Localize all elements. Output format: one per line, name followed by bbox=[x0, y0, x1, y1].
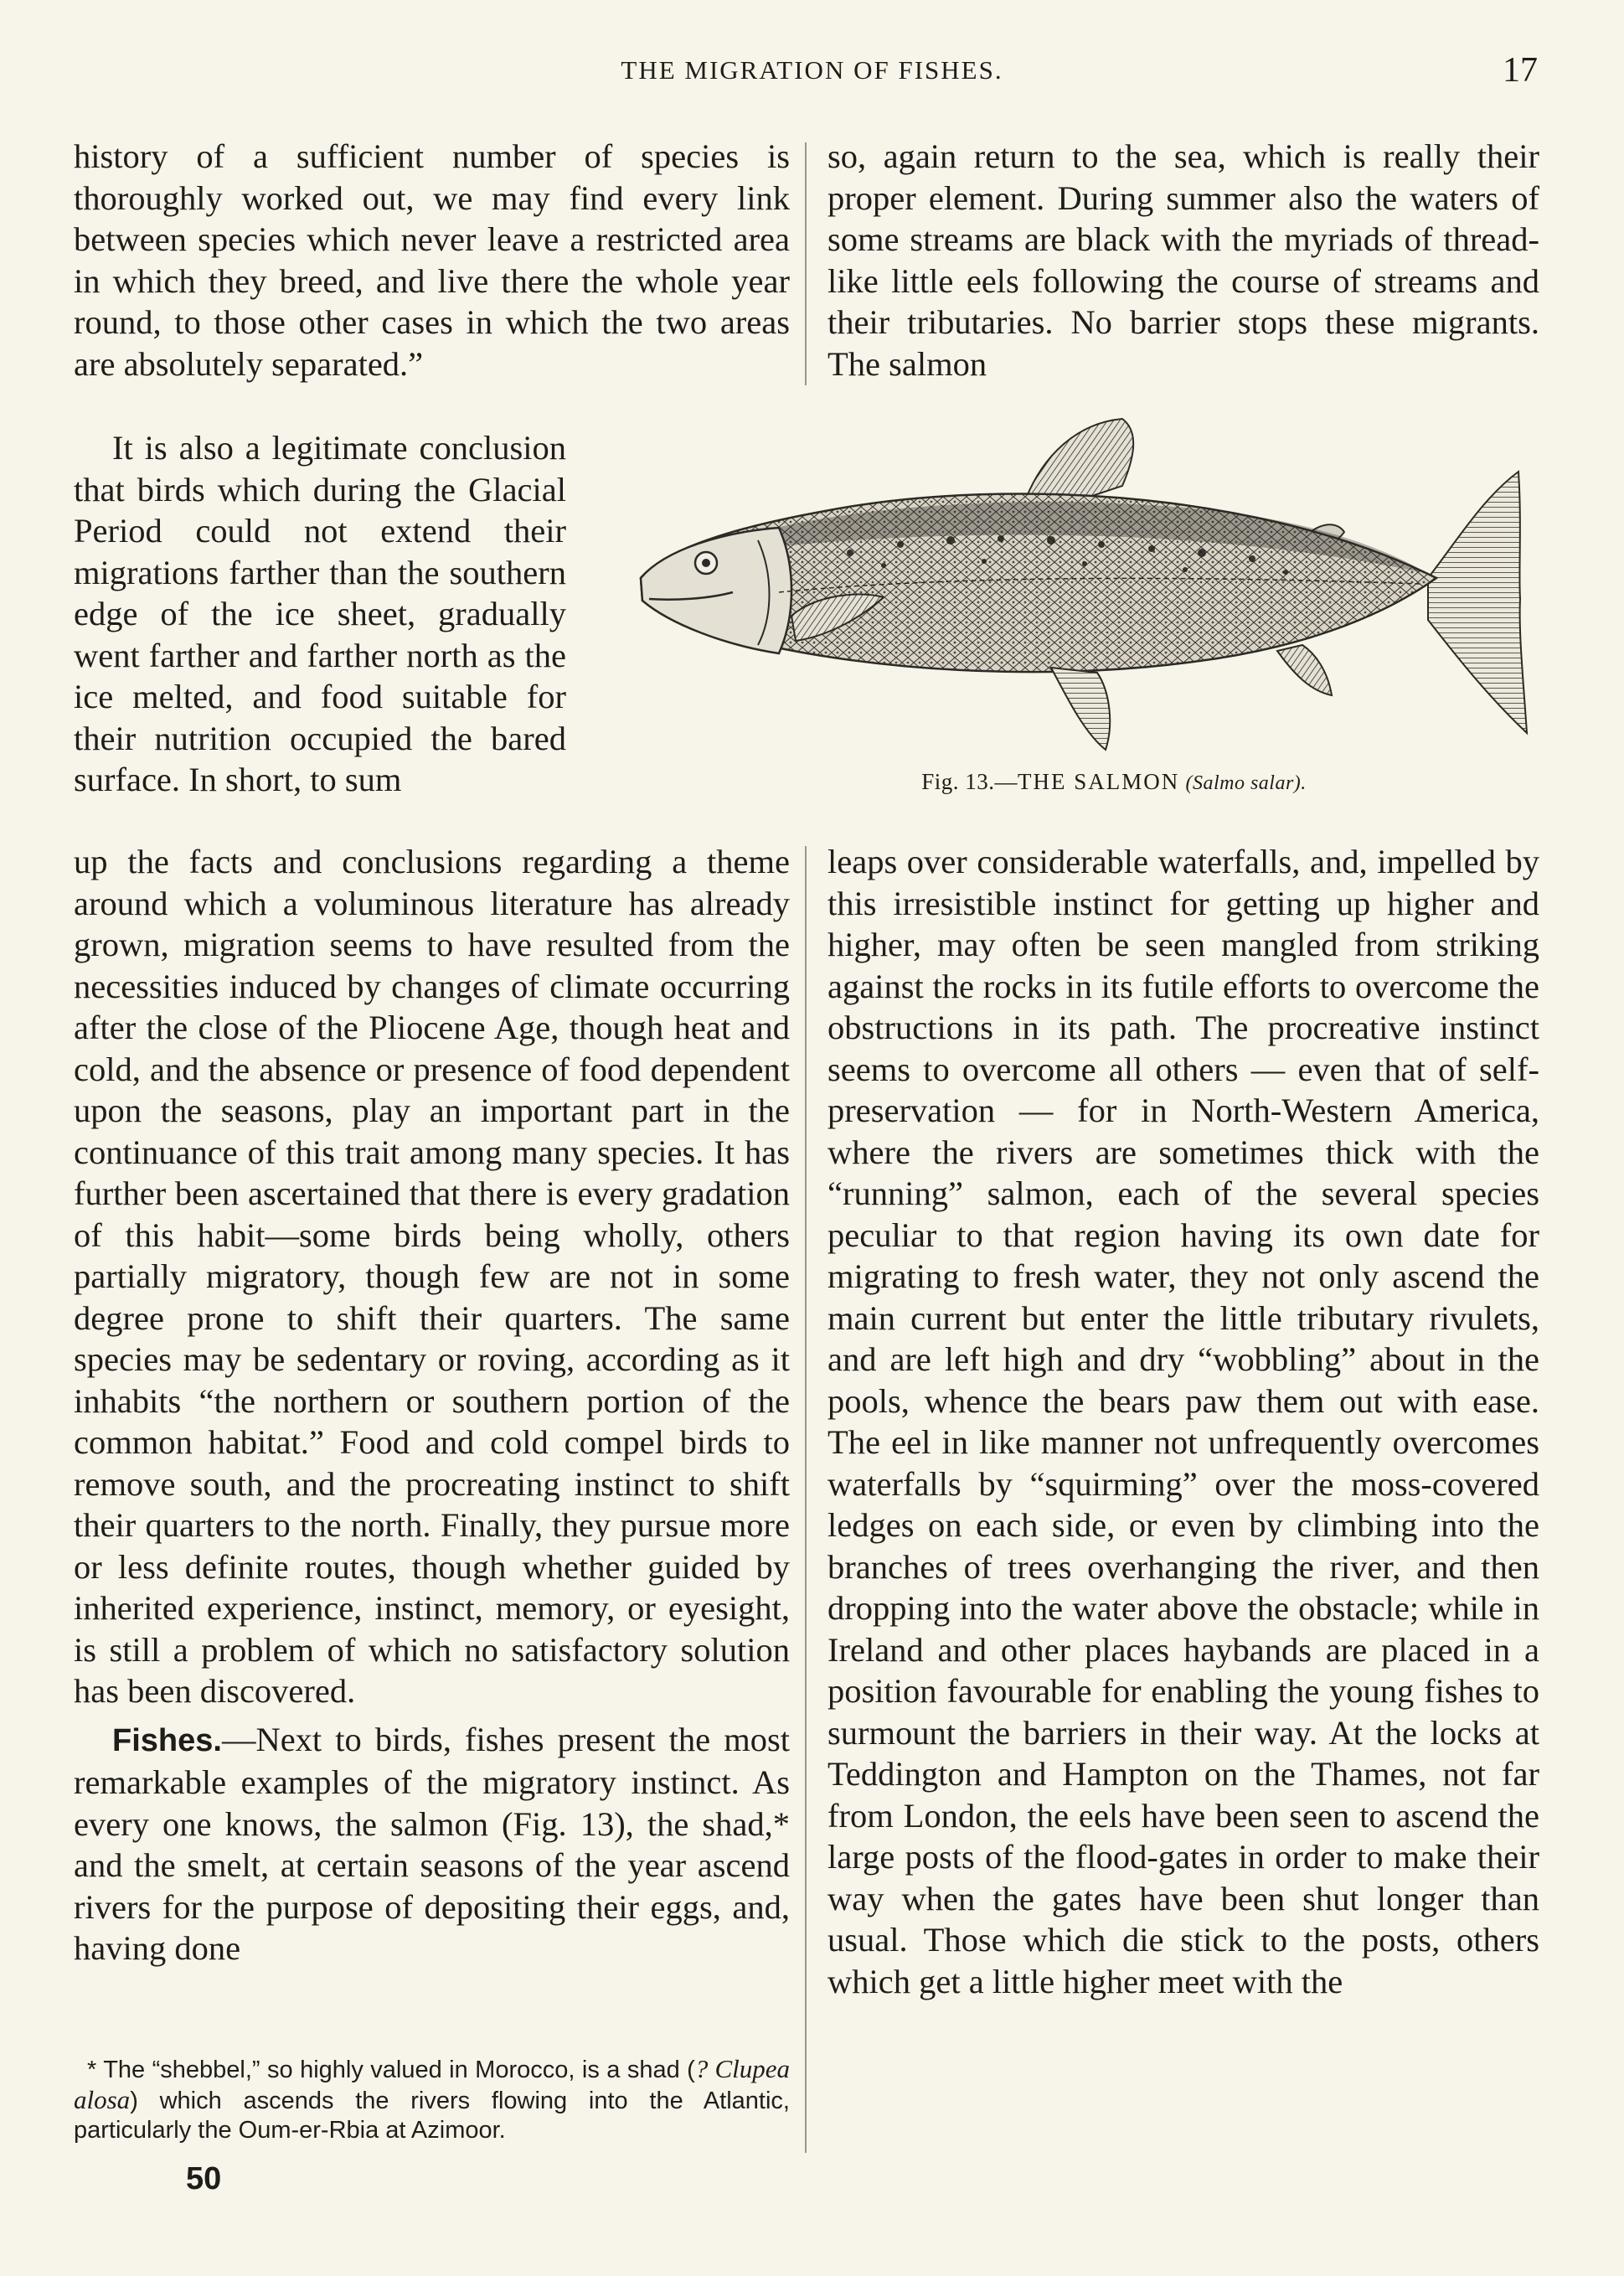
footnote-italic: ? Clupea alosa bbox=[74, 2054, 790, 2114]
signature-mark: 50 bbox=[186, 2161, 222, 2196]
salmon-illustration bbox=[632, 406, 1545, 758]
left-column-lower bbox=[74, 841, 790, 1969]
footnote bbox=[74, 2054, 790, 2145]
fishes-paragraph bbox=[74, 1719, 790, 1969]
column-rule-lower bbox=[805, 846, 807, 2153]
column-rule-top bbox=[805, 142, 807, 385]
page-header bbox=[0, 49, 1624, 99]
caption-latin-name: (Salmo salar). bbox=[1185, 772, 1307, 794]
anal-fin bbox=[1277, 645, 1332, 695]
caption-prefix: Fig. 13.— bbox=[921, 769, 1018, 794]
salmon-figure bbox=[632, 406, 1545, 758]
left-column-top bbox=[74, 136, 790, 384]
right-lower-paragraph: leaps over considerable waterfalls, and, impelled by this irresistible instinct for getting up higher and higher, may often be seen mangled from striking against the rocks in its futile efforts to overcome the obstructions in its path. The procreative instinct seems to overcome all others — even that of self-preservation — for in North-Western America, where the rivers are sometimes thick with the “running” salmon, each of the several species peculiar to that region having its own date for migrating to fresh water, they not only ascend the main current but enter the little tributary rivulets, and are left high and dry “wobbling” about in the pools, whence the bears paw them out with ease. The eel in like manner not unfrequently overcomes waterfalls by “squirming” over the moss-covered ledges on each side, or even by climbing into the branches of trees overhanging the river, and then dropping into the water above the obstacle; while in Ireland and other places haybands are placed in a position favourable for enabling the young fishes to surmount the barriers in their way. At the locks at Teddington and Hampton on the Thames, not far from London, the eels have been seen to ascend the large posts of the flood-gates in order to make their way when the gates have been shut longer than usual. Those which die stick to the posts, others which get a little higher meet with the bbox=[827, 843, 1539, 2000]
left-continuation-paragraph: up the facts and conclusions regarding a theme around which a voluminous literature has already grown, migration seems to have resulted from the necessities induced by changes of climate occurring after the close of the Pliocene Age, though heat and cold, and the absence or presence of food dependent upon the seasons, play an important part in the continuance of this trait among many species. It has further been ascertained that there is every gradation of this habit—some birds being wholly, others partially migratory, though few are not in some degree prone to shift their quarters. The same species may be sedentary or roving, according as it inhabits “the northern or southern portion of the common habitat.” Food and cold compel birds to remove south, and the procreating instinct to shift their quarters to the north. Finally, they pursue more or less definite routes, though whether guided by inherited experience, instinct, memory, or eyesight, is still a problem of which no satisfactory solution has been discovered. bbox=[74, 843, 790, 1710]
fishes-paragraph-text: —Next to birds, fishes present the most remarkable examples of the migratory instinct. As every one knows, the salmon (Fig. 13), the shad,* and the smelt, at certain seasons of the year ascend rivers for the purpose of depositing their eggs, and, having done bbox=[74, 1720, 790, 1967]
caption-title: THE SALMON bbox=[1017, 769, 1180, 794]
figure-caption bbox=[821, 769, 1407, 795]
footnote-text-end: ) which ascends the rivers flowing into the Atlantic, particularly the Oum-er-Rbia at Azimoor. bbox=[74, 2088, 790, 2144]
right-column-lower bbox=[827, 841, 1539, 2002]
right-column-top bbox=[827, 136, 1539, 384]
glacial-paragraph: It is also a legitimate conclusion that birds which during the Glacial Period could not extend their migrations farther than the southern edge of the ice sheet, gradually went farther and farther north as the ice melted, and food suitable for their nutrition occupied the bared surface. In short, to sum bbox=[74, 429, 566, 798]
right-top-paragraph: so, again return to the sea, which is really their proper element. During summer also the waters of some streams are black with the myriads of thread-like little eels following the course of streams and their tributaries. No barrier stops these migrants. The salmon bbox=[827, 137, 1539, 383]
pelvic-fin bbox=[1051, 668, 1110, 750]
tail-fin bbox=[1428, 472, 1527, 733]
dorsal-fin bbox=[1026, 419, 1133, 498]
page-number: 17 bbox=[1503, 51, 1538, 90]
footnote-text-start: * The “shebbel,” so highly valued in Morocco, is a shad ( bbox=[87, 2057, 695, 2083]
fishes-heading: Fishes. bbox=[112, 1722, 222, 1758]
running-title: THE MIGRATION OF FISHES. bbox=[621, 55, 1003, 85]
left-top-paragraph: history of a sufficient number of species is thoroughly worked out, we may find every link between species which never leave a restricted area in which they breed, and live there the whole year round, to those other cases in which the two areas are absolutely separated.” bbox=[74, 137, 790, 383]
left-column-narrow bbox=[74, 427, 566, 801]
